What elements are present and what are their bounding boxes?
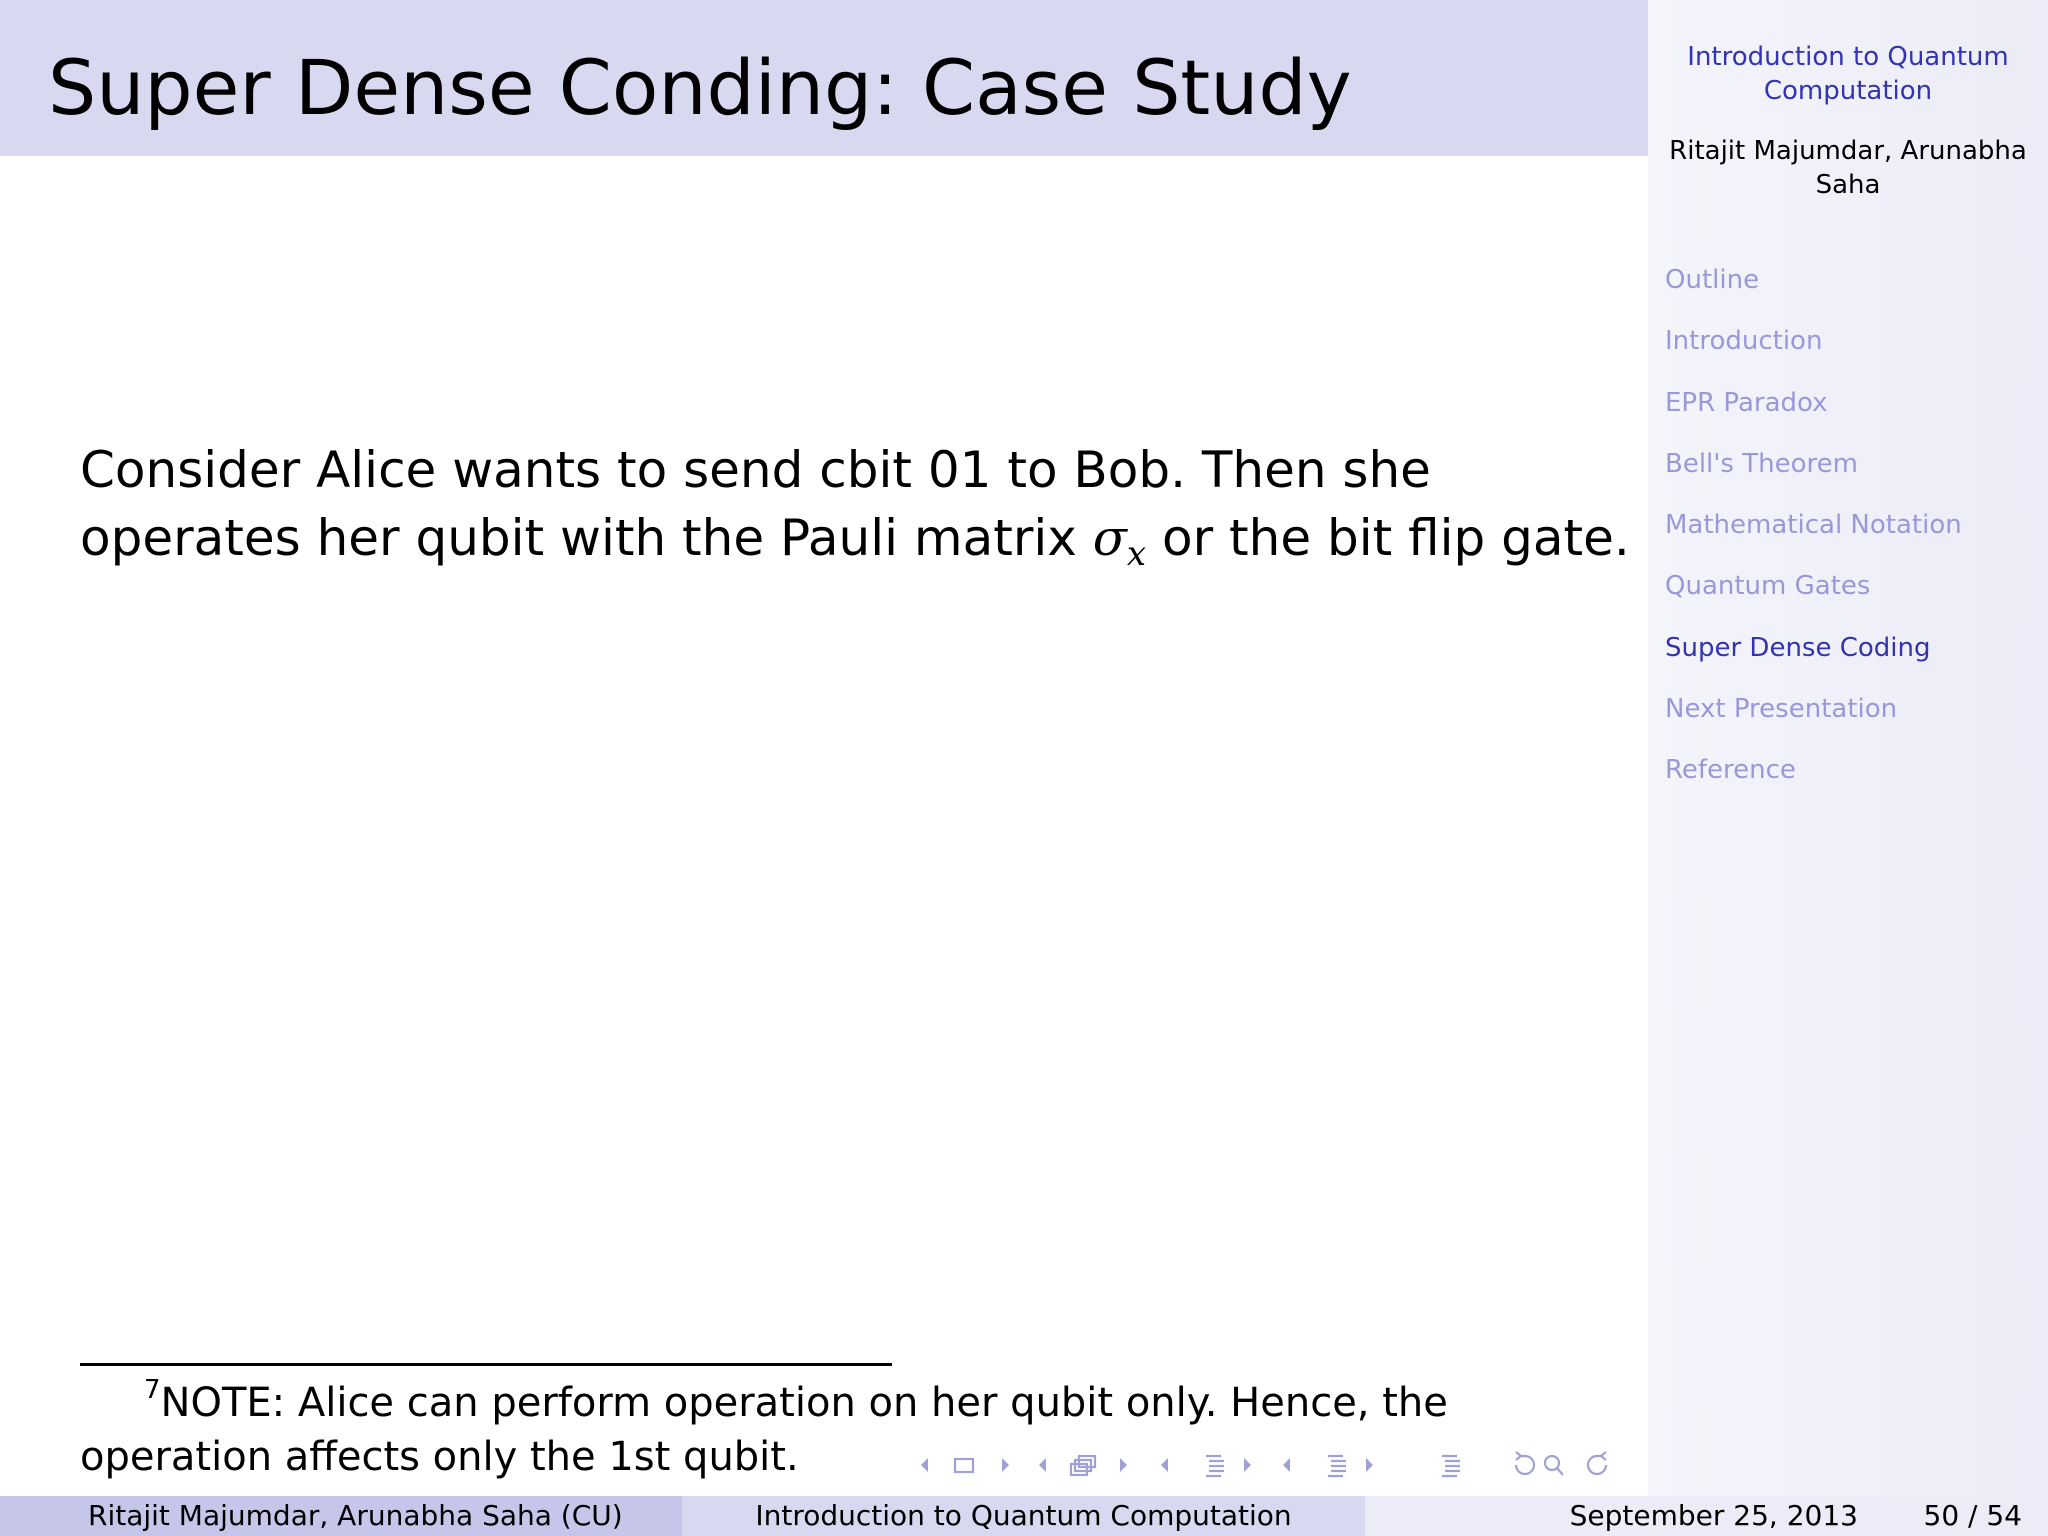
body-text-part1: Consider Alice wants to send cbit 01 to Bob. Then she operates her qubit with the Pauli matrix bbox=[80, 441, 1431, 567]
footer-title: Introduction to Quantum Computation bbox=[755, 1499, 1292, 1532]
nav-appendix-icon[interactable] bbox=[1442, 1456, 1460, 1476]
toc-item-reference[interactable]: Reference bbox=[1665, 755, 1796, 786]
sidebar bbox=[1648, 0, 2048, 1496]
search-icon[interactable] bbox=[1545, 1456, 1563, 1475]
sigma-letter: σ bbox=[1092, 509, 1127, 567]
toc-item-epr-paradox[interactable]: EPR Paradox bbox=[1665, 387, 1828, 418]
sidebar-toc bbox=[1665, 250, 1962, 802]
page-counter: 50 / 54 bbox=[1923, 1499, 2022, 1532]
sigma-subscript: x bbox=[1126, 534, 1147, 574]
title-bar bbox=[0, 0, 1648, 156]
back-icon[interactable] bbox=[1516, 1452, 1534, 1474]
toc-item-next-presentation[interactable]: Next Presentation bbox=[1665, 694, 1898, 725]
footnote-mark: 7 bbox=[144, 1375, 161, 1405]
nav-presentation-icon[interactable] bbox=[1283, 1456, 1373, 1476]
sidebar-authors: Ritajit Majumdar, Arunabha Saha bbox=[1669, 136, 2027, 200]
footnote-rule bbox=[80, 1363, 892, 1366]
nav-section-icon[interactable] bbox=[1161, 1456, 1251, 1476]
footnote-text: NOTE: Alice can perform operation on her qubit only. Hence, the operation affects only the 1st qubit. bbox=[80, 1380, 1448, 1480]
nav-frame-icon[interactable] bbox=[921, 1458, 1009, 1472]
forward-icon[interactable] bbox=[1588, 1452, 1606, 1474]
footer-bar bbox=[0, 1496, 2048, 1536]
toc-item-mathematical-notation[interactable]: Mathematical Notation bbox=[1665, 510, 1962, 541]
footer-date: September 25, 2013 bbox=[1569, 1499, 1858, 1532]
slide-body-text bbox=[80, 436, 1640, 572]
sigma-x-symbol bbox=[1092, 509, 1147, 574]
slide-title: Super Dense Conding: Case Study bbox=[48, 43, 1352, 132]
footer-date-panel bbox=[1365, 1496, 2048, 1536]
toc-item-outline[interactable]: Outline bbox=[1665, 265, 1760, 295]
toc-item-introduction[interactable]: Introduction bbox=[1665, 326, 1823, 357]
nav-subsection-icon[interactable] bbox=[1039, 1456, 1127, 1475]
footer-authors: Ritajit Majumdar, Arunabha Saha (CU) bbox=[88, 1499, 623, 1532]
beamer-navigation-bar bbox=[916, 1448, 1632, 1482]
toc-item-super-dense-coding[interactable]: Super Dense Coding bbox=[1665, 632, 1931, 663]
toc-item-quantum-gates[interactable]: Quantum Gates bbox=[1665, 571, 1871, 602]
sidebar-presentation-title[interactable]: Introduction to Quantum Computation bbox=[1687, 42, 2009, 106]
footer-title-panel bbox=[682, 1496, 1365, 1536]
footer-authors-panel bbox=[0, 1496, 682, 1536]
toc-item-bells-theorem[interactable]: Bell's Theorem bbox=[1665, 448, 1858, 479]
body-text-part2: or the bit flip gate. bbox=[1146, 509, 1630, 567]
